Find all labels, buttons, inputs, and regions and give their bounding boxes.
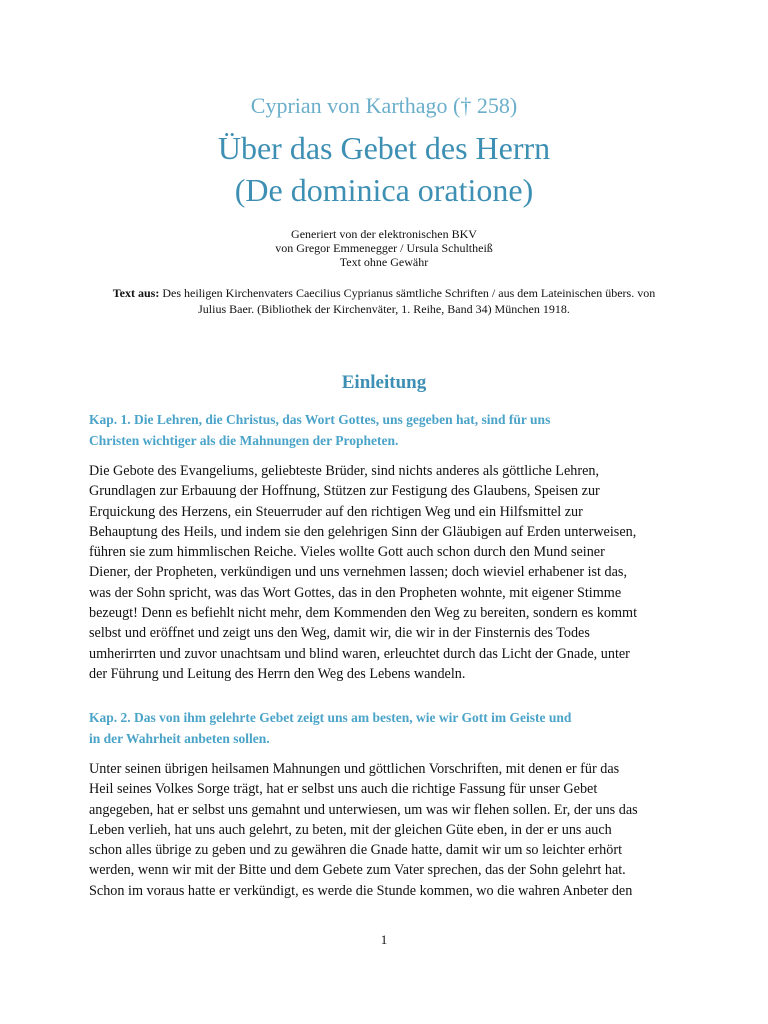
source-line-1 [92,285,676,301]
paragraph-line: Grundlagen zur Erbauung der Hoffnung, Stützen zur Festigung des Glaubens, Speisen zur [89,483,600,500]
paragraph-line: was der Sohn spricht, was das Wort Gottes, das in den Propheten wohnte, mit eigener Stimme [89,584,622,601]
chapter-heading-line: Christen wichtiger als die Mahnungen der Propheten. [89,433,399,448]
source-line-2: Julius Baer. (Bibliothek der Kirchenväter, 1. Reihe, Band 34) München 1918. [198,302,570,316]
generation-info [0,227,768,269]
source-text-1: Des heiligen Kirchenvaters Caecilius Cyprianus sämtliche Schriften / aus dem Lateinischen übers. von [159,286,656,300]
chapter-1-paragraph [89,461,689,684]
chapter-1-heading [89,409,689,451]
generation-info-line: Text ohne Gewähr [339,255,429,269]
title-line-1: Über das Gebet des Herrn [217,130,551,166]
generation-info-line: Generiert von der elektronischen BKV [291,227,477,241]
paragraph-line: Die Gebote des Evangeliums, geliebteste Brüder, sind nichts anderes als göttliche Lehren, [89,463,600,479]
paragraph-line: Unter seinen übrigen heilsamen Mahnungen und göttlichen Vorschriften, mit denen er für das [89,761,620,777]
paragraph-line: umherirrten und zuvor unachtsam und blind waren, erleuchtet durch das Licht der Gnade, unter [89,645,630,662]
paragraph-line: Erquickung des Herzens, ein Steuerruder auf den richtigen Weg und ein Hilfsmittel zur [89,503,583,520]
paragraph-line: angegeben, hat er selbst uns gemahnt und unterwiesen, um was wir flehen sollen. Er, der uns das [89,801,638,818]
source-reference [92,285,676,317]
chapter-heading-line: Kap. 2. Das von ihm gelehrte Gebet zeigt uns am besten, wie wir Gott im Geiste und [89,710,572,725]
paragraph-line: selbst und eröffnet und zeigt uns den Weg, damit wir, die wir in der Finsternis des Todes [89,625,590,642]
generation-info-line: von Gregor Emmenegger / Ursula Schultheiß [275,241,493,255]
paragraph-line: schon alles übrige zu geben und zu gewähren die Gnade hatte, damit wir um so leichter erhört [89,842,623,859]
paragraph-line: führen sie zum himmlischen Reiche. Vieles wollte Gott auch schon durch den Mund seiner [89,544,605,561]
paragraph-line: Diener, der Propheten, verkündigen und uns vernehmen lassen; doch wieviel erhabener ist das, [89,564,627,581]
source-label: Text aus: [112,286,160,300]
paragraph-line: der Führung und Leitung des Herrn den Weg des Lebens wandeln. [89,665,466,682]
chapter-heading-line: Kap. 1. Die Lehren, die Christus, das Wort Gottes, uns gegeben hat, sind für uns [89,412,551,427]
paragraph-line: Heil seines Volkes Sorge trägt, hat er selbst uns auch die richtige Fassung für unser Gebet [89,781,598,798]
chapter-2-heading [89,707,689,749]
paragraph-line: Behauptung des Heils, und indem sie den gelehrigen Sinn der Gläubigen auf Erden unterweisen, [89,523,637,540]
paragraph-line: Schon im voraus hatte er verkündigt, es werde die Stunde kommen, wo die wahren Anbeter den [89,882,633,899]
chapter-2-paragraph [89,759,689,901]
section-heading: Einleitung [341,372,427,393]
paragraph-line: bezeugt! Denn es befiehlt nicht mehr, dem Kommenden den Weg zu bereiten, sondern es kommt [89,605,638,622]
chapter-heading-line: in der Wahrheit anbeten sollen. [89,731,270,746]
paragraph-line: werden, wenn wir mit der Bitte und dem Gebete zum Vater sprechen, das der Sohn gelehrt hat. [89,862,626,879]
author-line: Cyprian von Karthago († 258) [250,93,518,118]
paragraph-line: Leben verlieh, hat uns auch gelehrt, zu beten, mit der gleichen Güte eben, in der er uns auch [89,821,612,838]
page-number: 1 [380,932,388,947]
title-line-2: (De dominica oratione) [234,172,534,208]
